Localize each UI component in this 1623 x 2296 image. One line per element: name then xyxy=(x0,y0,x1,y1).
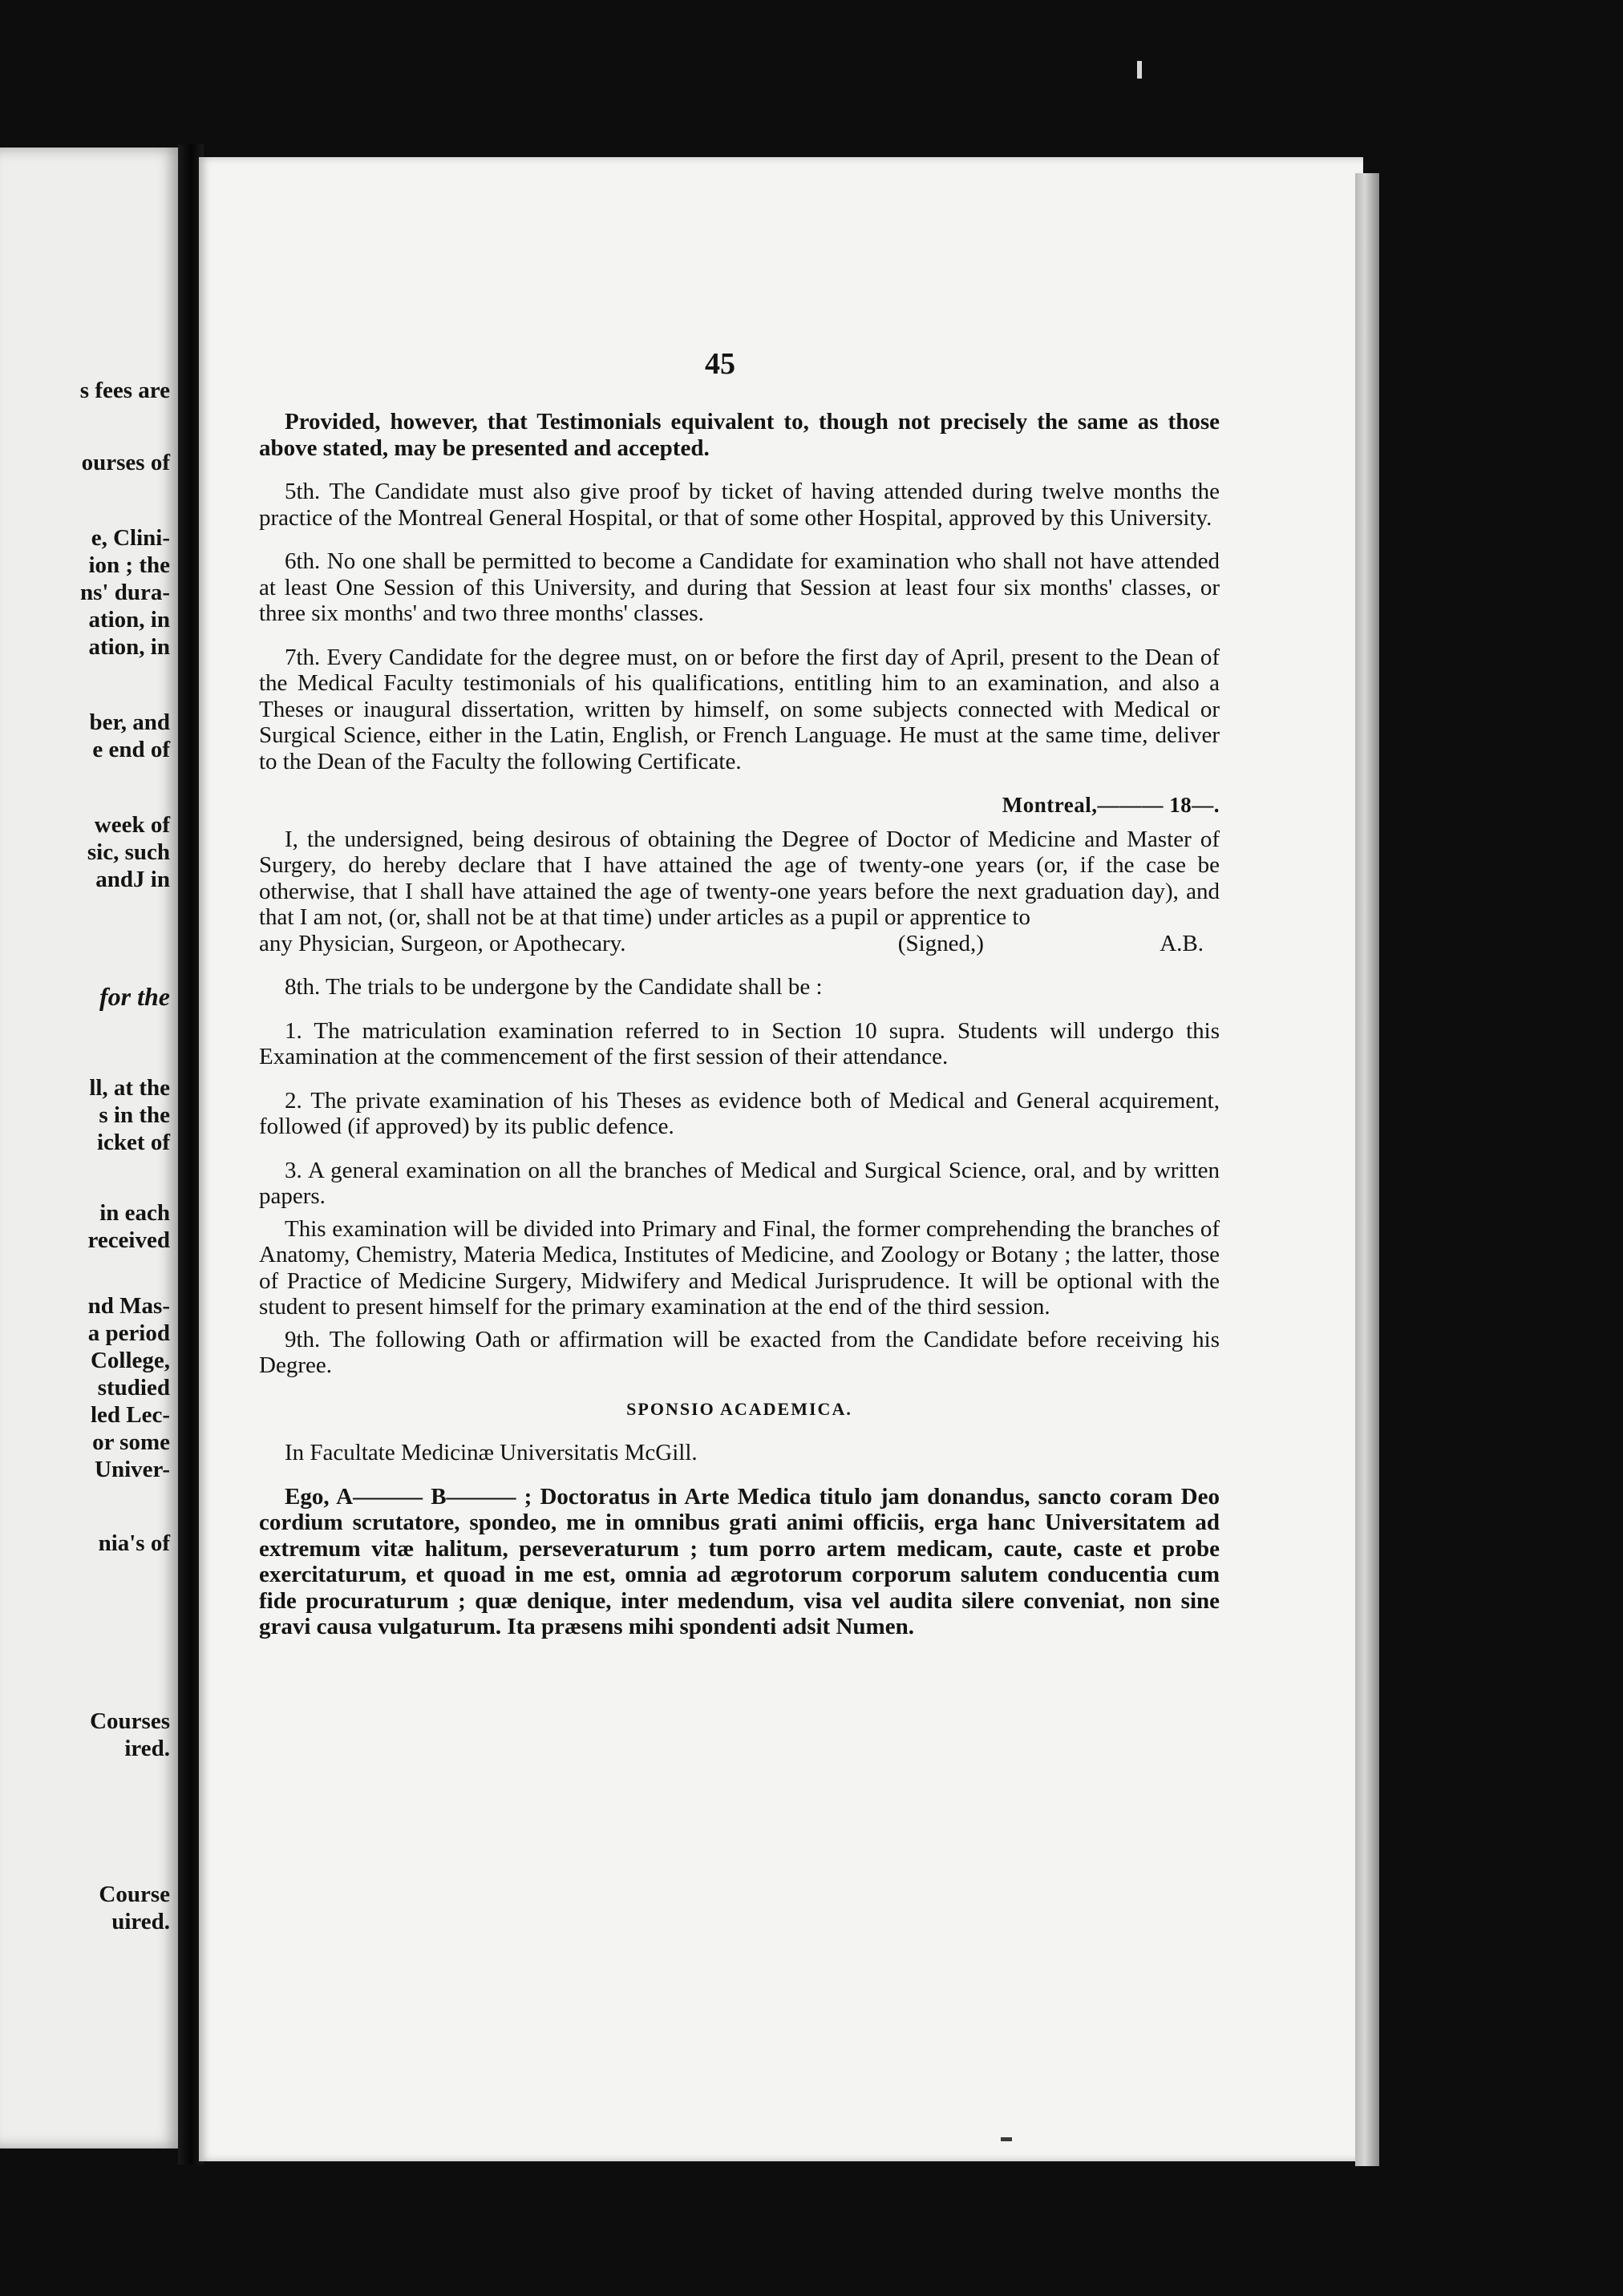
eighth-requirement: 8th. The trials to be undergone by the Candidate shall be : xyxy=(285,974,823,1000)
left-page-fragment: or some xyxy=(92,1429,170,1455)
scan-speck xyxy=(1001,2137,1012,2141)
left-page-fragment: Univer- xyxy=(95,1457,170,1482)
trial-three: 3. A general examination on all the branches of Medical and Surgical Science, oral, and by written papers. xyxy=(259,1157,1220,1209)
left-page-fragment: ion ; the xyxy=(88,552,170,578)
scan-speck xyxy=(1137,61,1142,79)
certificate-dateline: Montreal,——— 18—. xyxy=(1002,793,1220,817)
left-page-fragment: received xyxy=(87,1227,170,1253)
page-edge xyxy=(1355,173,1379,2166)
fifth-requirement: 5th. The Candidate must also give proof by ticket of having attended during twelve months the practice of the Montreal General Hospital, or that of some other Hospital, approved by this University. xyxy=(259,479,1220,531)
facing-left-page xyxy=(0,148,183,2148)
sixth-requirement: 6th. No one shall be permitted to become a Candidate for examination who shall not have attended at least One Session of this University, and during that Session at least four six months' classes, or three six months' and two three months' classes. xyxy=(259,548,1220,626)
oath-text: Ego, A——— B——— ; Doctoratus in Arte Medica titulo jam donandus, sancto coram Deo cordium scrutatore, spondeo, me in omnibus grati animi officiis, erga hanc Universitatem ad extremum vitæ halitum, perseveraturum ; tum porro artem medicam, caute, caste et probe exercitaturum, et quoad in me est, omnia ad ægrotorum corporum salutem conducentia cum fide procuraturum ; quæ denique, inter medendum, visa vel audita silere conveniat, non sine gravi causa vulgaturum. Ita præsens mihi spondenti adsit Numen. xyxy=(259,1483,1220,1639)
signed-label: (Signed,) xyxy=(897,930,984,956)
left-page-fragment: andJ in xyxy=(95,867,170,892)
left-page-fragment: a period xyxy=(87,1320,170,1346)
left-page-fragment: ns' dura- xyxy=(79,580,170,605)
left-page-fragment: ired. xyxy=(124,1736,170,1761)
seventh-requirement: 7th. Every Candidate for the degree must, on or before the first day of April, present to the Dean of the Medical Faculty testimonials of his qualifications, entitling him to an examination, and also a Theses or inaugural dissertation, written by himself, on some subjects connected with Medical or Surgical Science, either in the Latin, English, or French Language. He must at the same time, deliver to the Dean of the Faculty the following Certificate. xyxy=(259,644,1220,774)
left-page-fragment: Course xyxy=(99,1882,170,1907)
proviso-paragraph: Provided, however, that Testimonials equivalent to, though not precisely the same as those above stated, may be presented and accepted. xyxy=(259,409,1220,461)
certificate-end: any Physician, Surgeon, or Apothecary. xyxy=(259,930,626,956)
left-page-fragment: ourses of xyxy=(81,450,170,475)
trial-one: 1. The matriculation examination referred to in Section 10 supra. Students will undergo this Examination at the commencement of the first session of their attendance. xyxy=(259,1017,1220,1069)
signature-line xyxy=(259,931,1220,957)
page-body xyxy=(259,409,1220,1658)
ninth-requirement: 9th. The following Oath or affirmation will be exacted from the Candidate before receiving his Degree. xyxy=(259,1326,1220,1378)
left-page-fragment: e end of xyxy=(92,737,170,762)
left-page-fragment: ation, in xyxy=(88,634,170,660)
left-page-fragment: led Lec- xyxy=(90,1402,170,1428)
signature-initials: A.B. xyxy=(1160,930,1204,956)
left-page-fragment: ber, and xyxy=(89,709,170,735)
left-page-fragment: sic, such xyxy=(87,839,170,865)
oath-heading: SPONSIO ACADEMICA. xyxy=(626,1398,852,1419)
left-page-fragment: s fees are xyxy=(79,378,170,403)
left-page-fragment: icket of xyxy=(97,1130,170,1155)
left-page-fragment: ll, at the xyxy=(89,1075,170,1101)
left-page-fragment: nd Mas- xyxy=(87,1293,170,1319)
left-page-fragment: s in the xyxy=(99,1102,170,1128)
left-page-fragment: College, xyxy=(90,1348,170,1373)
left-page-fragment: week of xyxy=(94,812,170,838)
left-page-fragment: for the xyxy=(99,982,170,1011)
document-page xyxy=(199,157,1363,2161)
trial-two: 2. The private examination of his Theses as evidence both of Medical and General acquirement, followed (if approved) by its public defence. xyxy=(259,1087,1220,1139)
left-page-fragment: Courses xyxy=(90,1708,170,1734)
left-page-fragment: studied xyxy=(97,1375,170,1401)
oath-intro: In Facultate Medicinæ Universitatis McGill. xyxy=(285,1440,698,1465)
examination-division: This examination will be divided into Primary and Final, the former comprehending the branches of Anatomy, Chemistry, Materia Medica, Institutes of Medicine, and Zoology or Botany ; the latter, those of Practice of Medicine Surgery, Midwifery and Medical Jurisprudence. It will be optional with the student to present himself for the primary examination at the end of the third session. xyxy=(259,1215,1220,1320)
certificate-text: I, the undersigned, being desirous of obtaining the Degree of Doctor of Medicine and Master of Surgery, do hereby declare that I have attained the age of twenty-one years (or, if the case be otherwise, that I shall have attained the age of twenty-one years before the next graduation day), and that I am not, (or, shall not be at that time) under articles as a pupil or apprentice to xyxy=(259,826,1220,930)
left-page-fragment: in each xyxy=(99,1200,170,1226)
page-number: 45 xyxy=(705,347,735,381)
left-page-fragment: uired. xyxy=(111,1909,170,1934)
left-page-fragment: ation, in xyxy=(88,607,170,633)
left-page-fragment: nia's of xyxy=(98,1530,170,1556)
left-page-fragment: e, Clini- xyxy=(91,525,170,551)
